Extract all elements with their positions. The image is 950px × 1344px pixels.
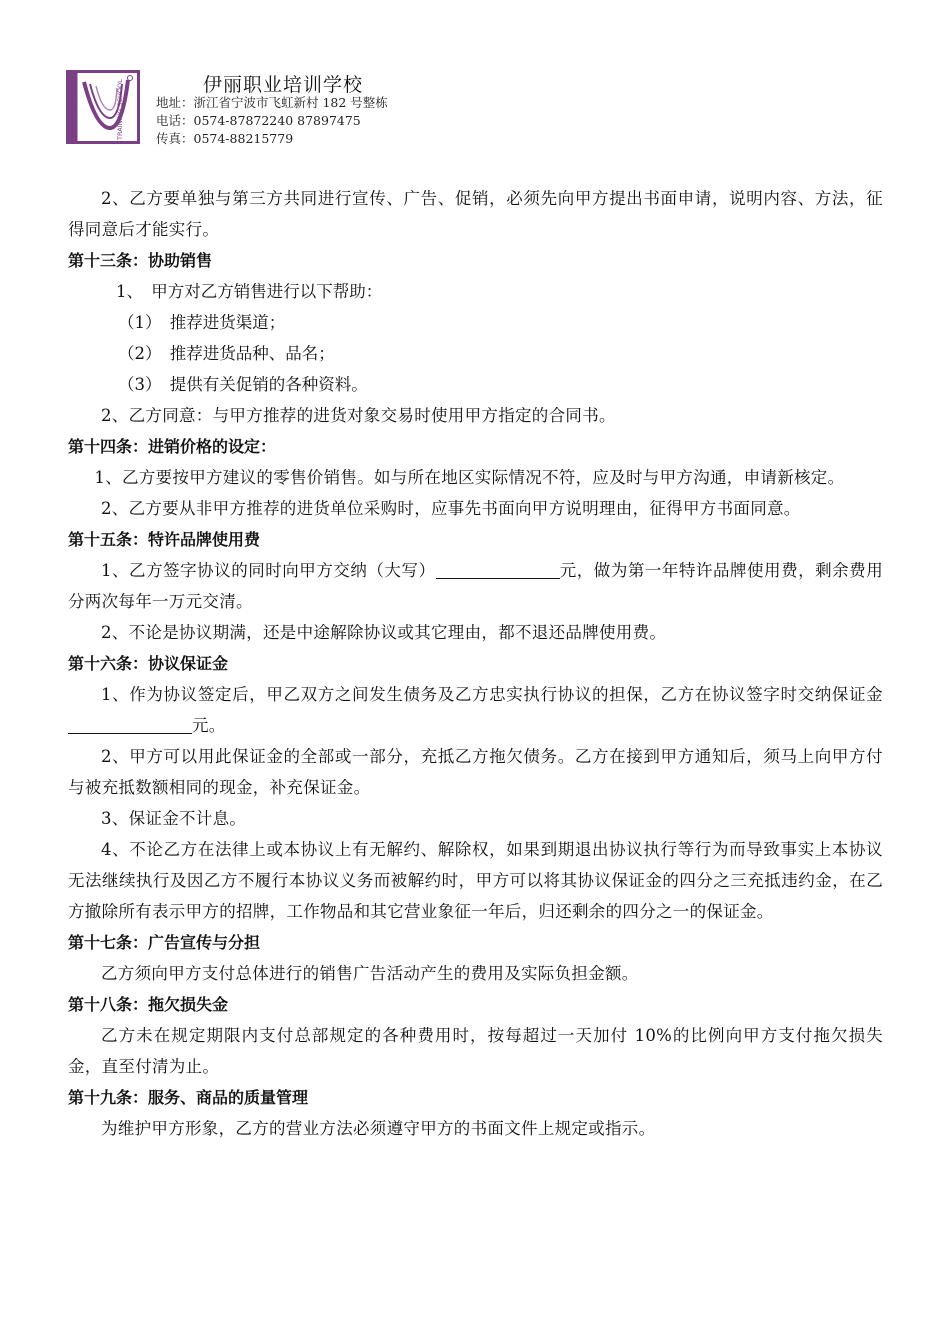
contact-info (156, 94, 388, 148)
letterhead (66, 70, 486, 146)
fax-line: 传真：0574-88215779 (156, 131, 294, 146)
address-line: 地址：浙江省宁波市飞虹新村 182 号整栋 (156, 95, 388, 110)
article-heading-19: 第十九条：服务、商品的质量管理 (68, 1088, 309, 1107)
clause: 2、甲方可以用此保证金的全部或一部分，充抵乙方拖欠债务。乙方在接到甲方通知后，须马上向甲方付与被充抵数额相同的现金，补充保证金。 (68, 747, 883, 797)
document-body (68, 183, 883, 1144)
clause: 1、 甲方对乙方销售进行以下帮助： (116, 282, 383, 301)
clause: 3、保证金不计息。 (101, 809, 247, 828)
clause: 2、乙方要从非甲方推荐的进货单位采购时，应事先书面向甲方说明理由，征得甲方书面同意。 (101, 499, 801, 518)
clause: 为维护甲方形象，乙方的营业方法必须遵守甲方的书面文件上规定或指示。 (101, 1119, 656, 1138)
article-heading-13: 第十三条：协助销售 (68, 251, 213, 270)
sub-item: （3） 提供有关促销的各种资料。 (118, 375, 368, 394)
sub-item: （1） 推荐进货渠道； (118, 313, 286, 332)
clause: 乙方未在规定期限内支付总部规定的各种费用时，按每超过一天加付 10%的比例向甲方支付拖欠损失金，直至付清为止。 (68, 1026, 883, 1076)
article-heading-18: 第十八条：拖欠损失金 (68, 995, 229, 1014)
article-heading-14: 第十四条：进销价格的设定： (68, 437, 277, 456)
phone-line: 电话：0574-87872240 87897475 (156, 113, 361, 128)
clause-text: 1、乙方签字协议的同时向甲方交纳（大写） (101, 561, 436, 580)
article-heading-17: 第十七条：广告宣传与分担 (68, 933, 261, 952)
school-name: 伊丽职业培训学校 (203, 74, 364, 96)
clause: 2、乙方同意：与甲方推荐的进货对象交易时使用甲方指定的合同书。 (101, 406, 616, 425)
article-heading-15: 第十五条：特许品牌使用费 (68, 530, 261, 549)
clause-text: 元。 (192, 716, 226, 735)
clause (68, 679, 883, 741)
clause: 2、不论是协议期满，还是中途解除协议或其它理由，都不退还品牌使用费。 (101, 623, 667, 642)
fill-in-blank[interactable] (68, 715, 192, 734)
clause-text: 1、作为协议签定后，甲乙双方之间发生债务及乙方忠实执行协议的担保，乙方在协议签字时交纳保证金 (101, 685, 883, 704)
clause: 1、乙方要按甲方建议的零售价销售。如与所在地区实际情况不符，应及时与甲方沟通，申请新核定。 (94, 468, 845, 487)
clause (68, 555, 883, 617)
clause-text: 元，做为第一年特许品牌使用费，剩余费用分两次每年一万元交清。 (68, 561, 884, 611)
article-heading-16: 第十六条：协议保证金 (68, 654, 229, 673)
svg-text:TRAINING SCHOOL: TRAINING SCHOOL (116, 79, 124, 140)
sub-item: （2） 推荐进货品种、品名； (118, 344, 335, 363)
fill-in-blank[interactable] (436, 560, 560, 579)
clause: 乙方须向甲方支付总体进行的销售广告活动产生的费用及实际负担金额。 (101, 964, 639, 983)
clause: 4、不论乙方在法律上或本协议上有无解约、解除权，如果到期退出协议执行等行为而导致事实上本协议无法继续执行及因乙方不履行本协议义务而被解约时，甲方可以将其协议保证金的四分之三充抵违约金，在乙方撤除所有表示甲方的招牌，工作物品和其它营业象征一年后，归还剩余的四分之一的保证金。 (68, 840, 883, 921)
paragraph: 2、乙方要单独与第三方共同进行宣传、广告、促销，必须先向甲方提出书面申请，说明内容、方法，征得同意后才能实行。 (68, 189, 883, 239)
school-logo (66, 70, 140, 144)
